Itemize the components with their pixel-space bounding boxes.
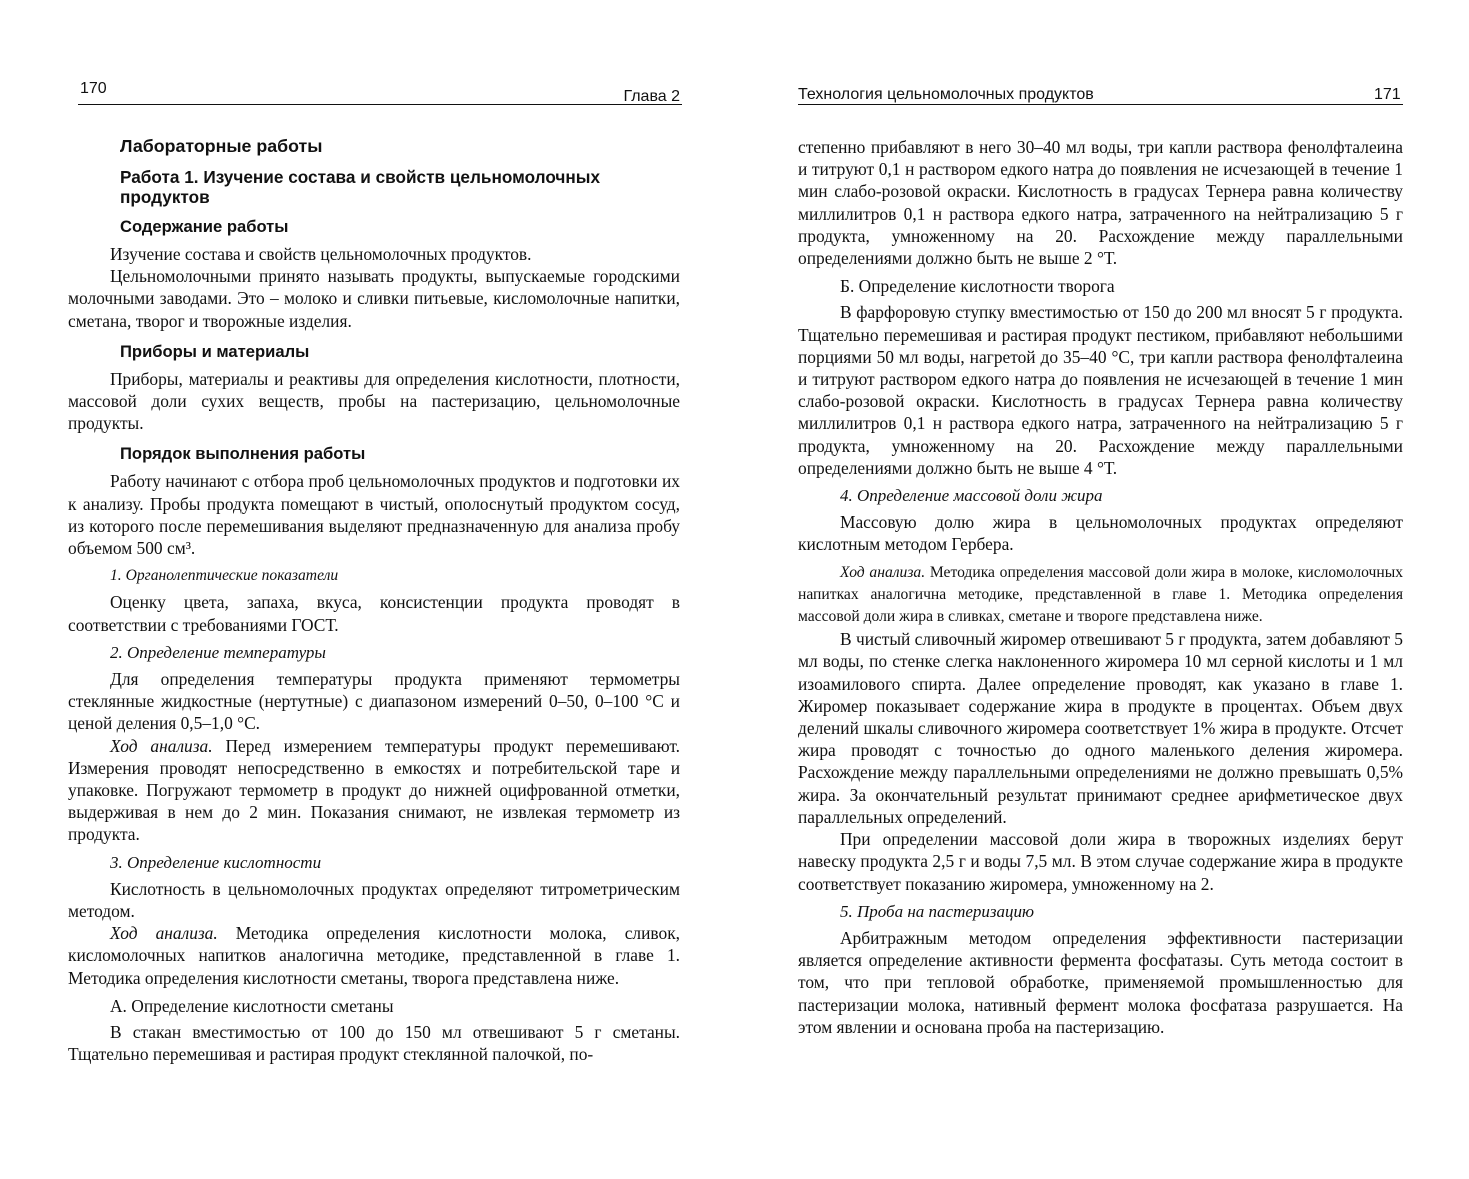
subheading-sour-cream: А. Определение кислотности сметаны	[110, 995, 394, 1016]
subheading-temperature: 2. Определение температуры	[110, 642, 326, 662]
heading-work-1: Работа 1. Изучение состава и свойств цельномолочных продуктов	[120, 167, 601, 207]
page-number-left: 170	[80, 80, 107, 97]
paragraph: Изучение состава и свойств цельномолочных продуктов.	[110, 244, 532, 264]
paragraph: Массовую долю жира в цельномолочных продуктах определяют кислотным методом Гербера.	[798, 512, 1403, 555]
heading-content: Содержание работы	[120, 217, 289, 236]
subheading-fat: 4. Определение массовой доли жира	[840, 486, 1103, 506]
subheading-organoleptic: 1. Органолептические показатели	[110, 567, 339, 585]
paragraph: Для определения температуры продукта применяют термометры стеклянные жидкостные (нертутные) с диапазоном измерений 0–50, 0–100 °С и ценой деления 0,5–1,0 °С.	[68, 669, 680, 734]
analysis-lead: Ход анализа.	[840, 563, 926, 581]
left-column	[68, 120, 680, 1066]
header-rule-left	[78, 104, 682, 105]
paragraph: Приборы, материалы и реактивы для определения кислотности, плотности, массовой доли сухих веществ, пробы на пастеризацию, цельномолочные продукты.	[68, 368, 680, 434]
paragraph: Работу начинают с отбора проб цельномолочных продуктов и подготовки их к анализу. Пробы продукта помещают в чистый, ополоснутый продуктом сосуд, из которого после перемешивания выделяют предназначенную для анализа пробу объемом 500 см³.	[68, 471, 680, 559]
header-rule-right	[798, 104, 1403, 105]
left-page	[0, 0, 734, 1179]
analysis-lead: Ход анализа.	[110, 923, 218, 944]
paragraph: Цельномолочными принято называть продукты, выпускаемые городскими молочными заводами. Это – молоко и сливки питьевые, кисломолочные напитки, сметана, творог и творожные изделия.	[68, 266, 680, 331]
heading-lab-works: Лабораторные работы	[120, 136, 323, 156]
heading-tools: Приборы и материалы	[120, 341, 310, 361]
subheading-pasteurization: 5. Проба на пастеризацию	[840, 901, 1035, 921]
paragraph: В чистый сливочный жиромер отвешивают 5 г продукта, затем добавляют 5 мл воды, по стенке слегка наклоненного жиромера 10 мл серной кислоты и 1 мл изоамилового спирта. Далее определение проводят, как указано в главе 1. Жиромер показывает содержание жира в продукте в процентах. Объем двух делений шкалы сливочного жиромера соответствует 1% жира в продукте. Отсчет жира проводят с точностью до одного маленького деления жиромера. Расхождение между параллельными определениями не должно превышать 0,5% жира. За окончательный результат принимают среднее арифметическое двух параллельных определений.	[798, 629, 1403, 827]
paragraph: При определении массовой доли жира в творожных изделиях берут навеску продукта 2,5 г и воды 7,5 мл. В этом случае содержание жира в продукте соответствует показанию жиромера, умноженному на 2.	[798, 829, 1403, 894]
page-number-right: 171	[1374, 86, 1401, 103]
paragraph: Ход анализа. Перед измерением температуры продукт перемешивают. Измерения проводят непосредственно в емкостях и потребительской таре и упаковке. Погружают термометр в продукт до нижней оцифрованной отметки, выдерживая в нем до 2 мин. Показания снимают, не извлекая термометр из продукта.	[68, 735, 680, 845]
subheading-acidity: 3. Определение кислотности	[110, 852, 322, 872]
paragraph: Кислотность в цельномолочных продуктах определяют титрометрическим методом.	[68, 878, 680, 922]
paragraph: Арбитражным методом определения эффективности пастеризации является определение активности фермента фосфатазы. Суть метода состоит в том, что при тепловой обработке, применяемой промышленностью для пастеризации молока, нативный фермент молока фосфатаза разрушается. На этом явлении и основана проба на пастеризацию.	[798, 927, 1403, 1037]
paragraph: Оценку цвета, запаха, вкуса, консистенции продукта проводят в соответствии с требованиями ГОСТ.	[68, 592, 680, 635]
paragraph: В фарфоровую ступку вместимостью от 150 до 200 мл вносят 5 г продукта. Тщательно перемешивая и растирая продукт пестиком, прибавляют небольшими порциями 50 мл воды, нагретой до 35–40 °С, три капли раствора фенолфталеина и титруют раствором едкого натра до появления не исчезающей в течение 1 мин слабо-розовой окраски. Кислотность в градусах Тернера равна количеству миллилитров 0,1 н раствора едкого натра, затраченного на нейтрализацию 5 г продукта, умноженному на 20. Расхождение между параллельными определениями должно быть не выше 4 °Т.	[798, 302, 1403, 478]
paragraph: степенно прибавляют в него 30–40 мл воды, три капли раствора фенолфталеина и титруют 0,1 н раствором едкого натра до появления не исчезающей в течение 1 мин слабо-розовой окраски. Кислотность в градусах Тернера равна количеству миллилитров 0,1 н раствора едкого натра, затраченного на нейтрализацию 5 г продукта, умноженному на 20. Расхождение между параллельными определениями должно быть не выше 2 °Т.	[798, 137, 1403, 269]
subheading-cottage-cheese: Б. Определение кислотности творога	[840, 276, 1115, 297]
paragraph: Ход анализа. Методика определения массовой доли жира в молоке, кисломолочных напитках аналогична методике, представленной в главе 1. Методика определения массовой доли жира в сливках, сметане и твороге представлена ниже.	[798, 563, 1403, 626]
right-column	[798, 136, 1403, 1038]
running-head-right: Технология цельномолочных продуктов	[798, 86, 1094, 103]
analysis-lead: Ход анализа.	[110, 735, 213, 756]
paragraph: В стакан вместимостью от 100 до 150 мл отвешивают 5 г сметаны. Тщательно перемешивая и растирая продукт стеклянной палочкой, по-	[68, 1022, 680, 1065]
paragraph: Ход анализа. Методика определения кислотности молока, сливок, кисломолочных напитков аналогична методике, представленной в главе 1. Методика определения кислотности сметаны, творога представлена ниже.	[68, 923, 680, 988]
running-head-left: Глава 2	[623, 88, 680, 105]
right-page	[734, 0, 1469, 1179]
heading-order: Порядок выполнения работы	[120, 444, 366, 464]
